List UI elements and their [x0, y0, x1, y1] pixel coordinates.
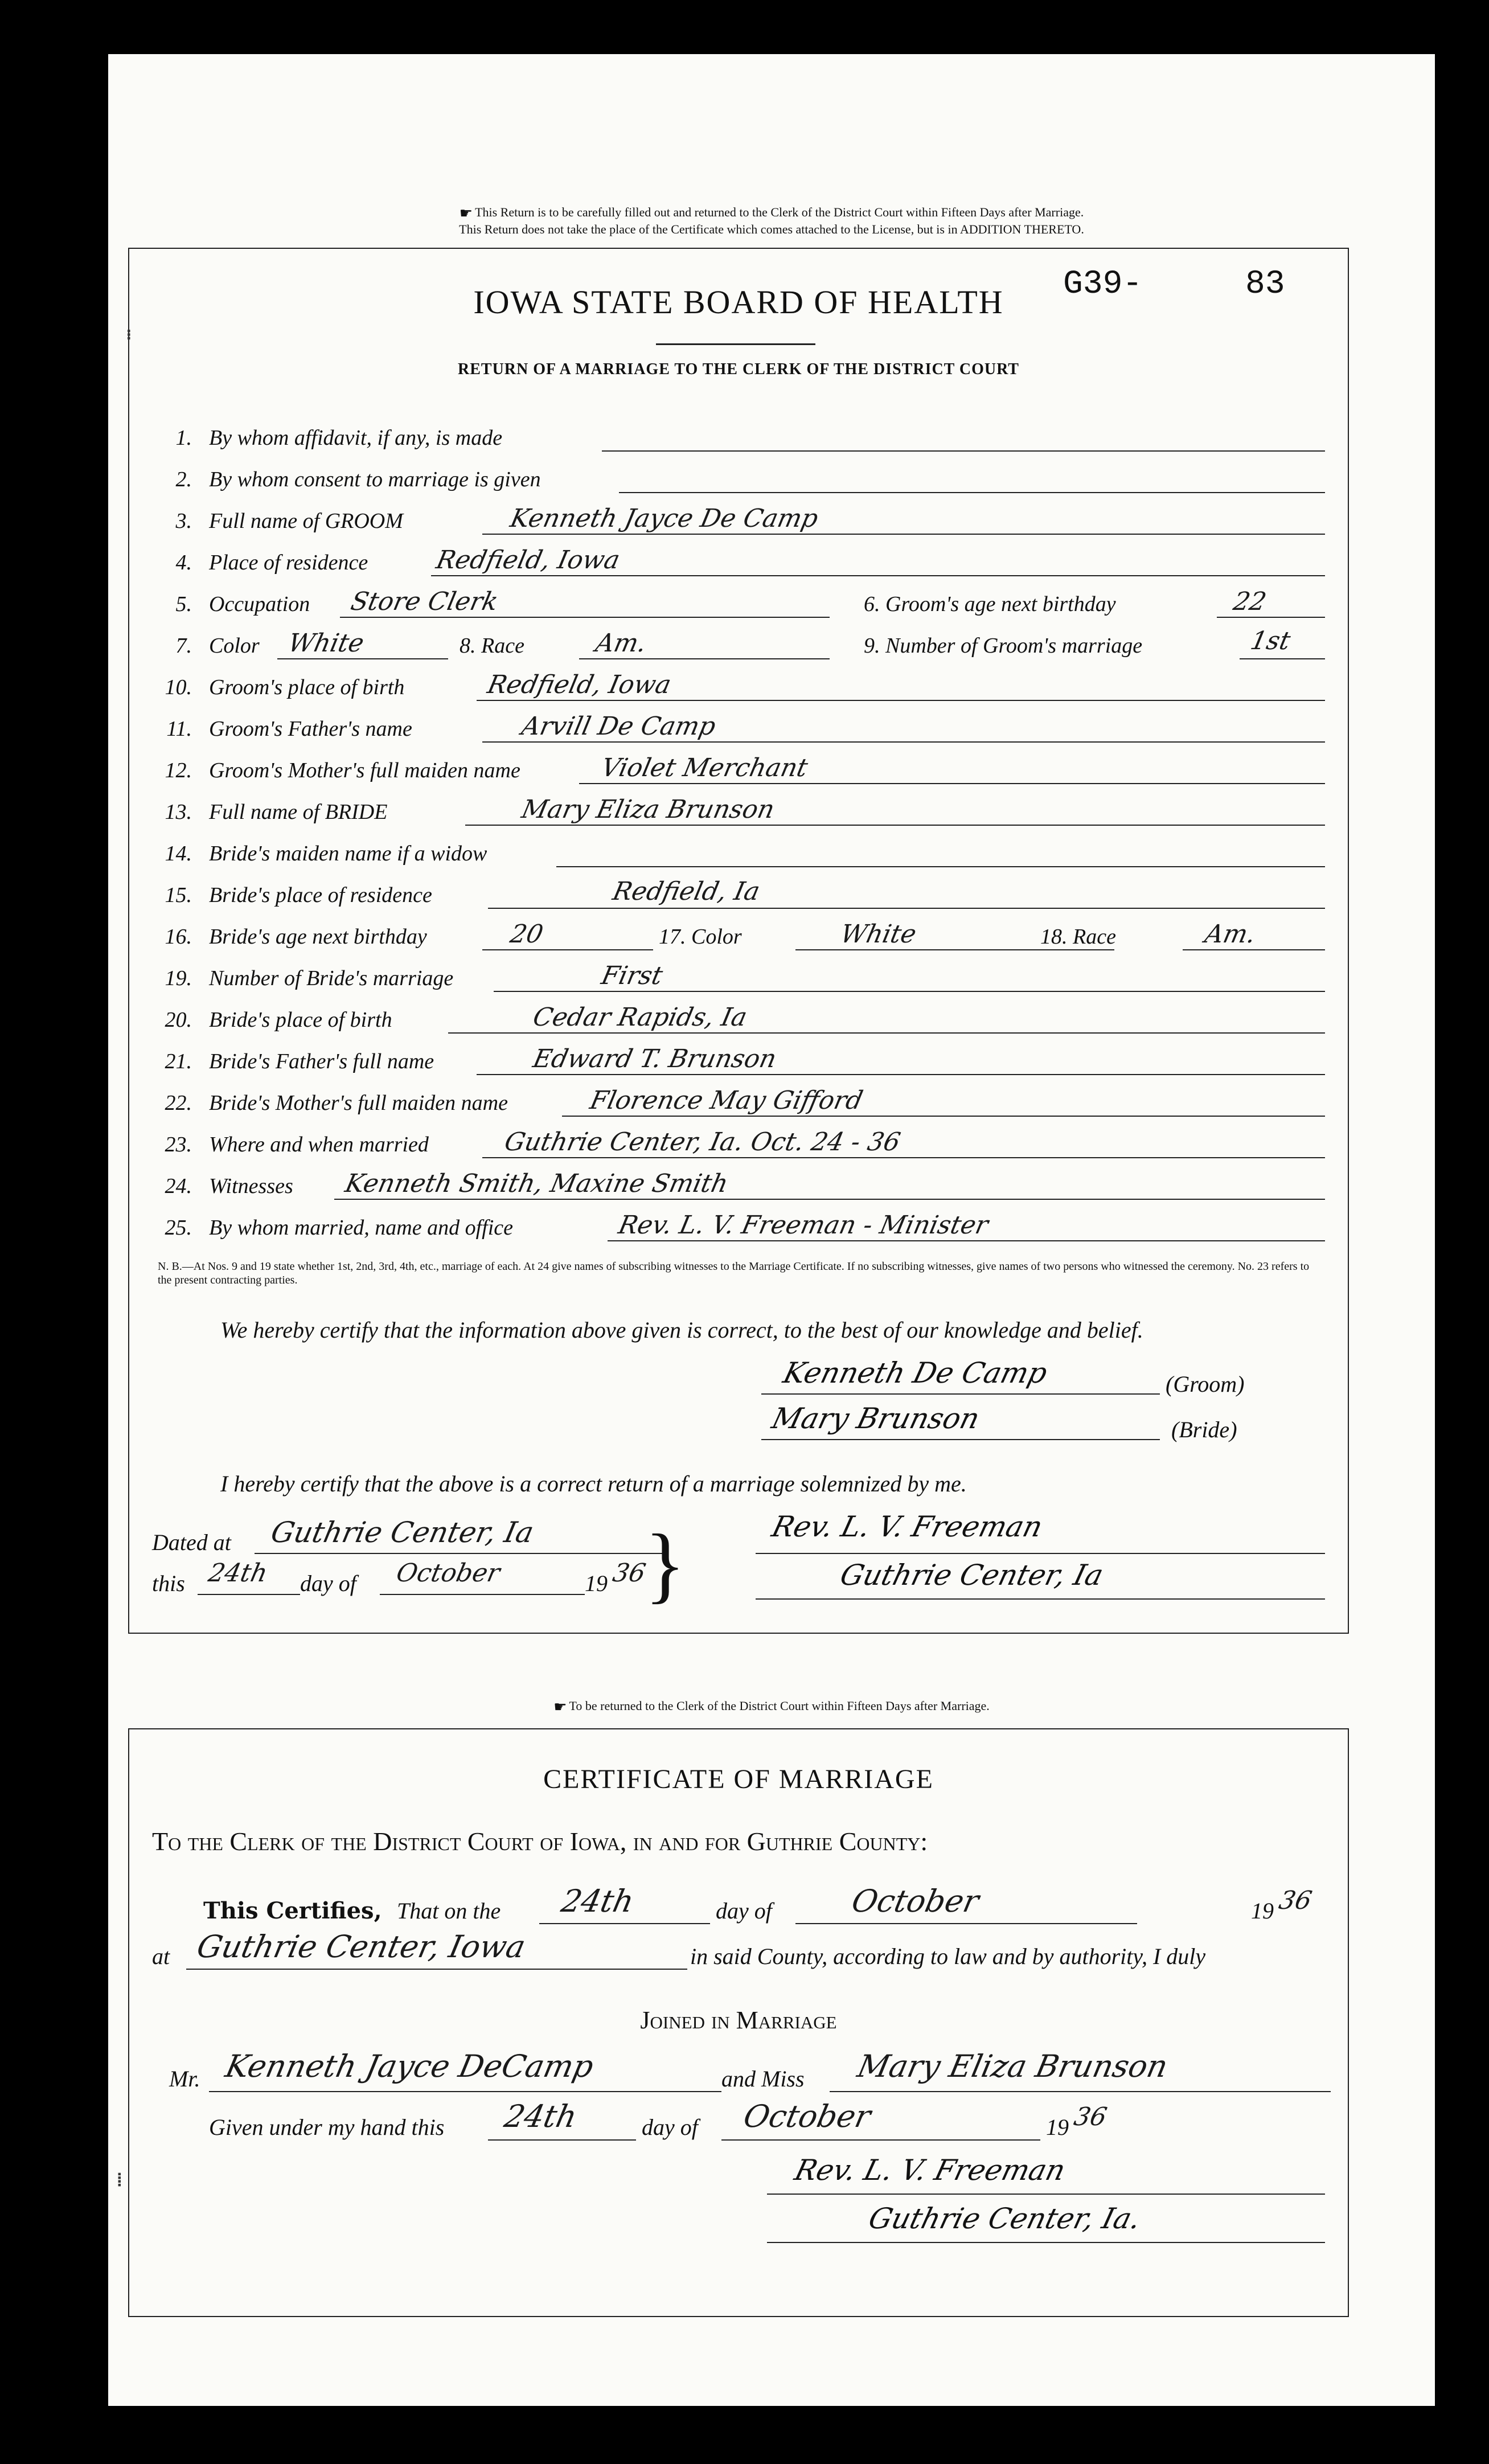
month-line [380, 1594, 585, 1595]
field-label: Where and when married [209, 1133, 429, 1157]
given-year-prefix: 19 [1046, 2114, 1069, 2140]
groom-age-value: 22 [1230, 587, 1269, 616]
field-line [482, 741, 1325, 743]
witnesses-value: Kenneth Smith, Maxine Smith [342, 1169, 731, 1198]
field-line [477, 700, 1325, 701]
dated-day-value: 24th [206, 1559, 270, 1588]
field-row-22 [158, 1086, 1336, 1125]
groom-father-value: Arvill De Camp [519, 712, 719, 741]
field-label: Groom's Father's name [209, 717, 412, 741]
certificate-title: CERTIFICATE OF MARRIAGE [543, 1764, 934, 1794]
bride-birthplace-value: Cedar Rapids, Ia [530, 1003, 750, 1032]
field-number: 23. [165, 1133, 192, 1157]
field-row-1 [158, 425, 1336, 460]
field-label: Full name of GROOM [209, 509, 403, 533]
cert-officiant-location-line [767, 2242, 1325, 2243]
given-month-line [721, 2139, 1040, 2141]
marriage-return-form [123, 248, 1349, 1634]
bride-full-name-value: Mary Eliza Brunson [519, 795, 777, 824]
cert-groom-name: Kenneth Jayce DeCamp [222, 2048, 597, 2084]
bride-marriage-number-value: First [598, 961, 666, 990]
certificate-addressee: To the Clerk of the District Court of Iowa, in and for Guthrie County: [152, 1827, 928, 1856]
field-line [334, 1199, 1325, 1200]
field-row-19 [158, 961, 1336, 1000]
field-number: 7. [175, 634, 192, 658]
dated-at-line [255, 1553, 664, 1554]
pointing-hand-icon: ☛ [553, 1698, 567, 1715]
field-line [465, 825, 1325, 826]
officiant-location-line [756, 1598, 1325, 1600]
field-number: 15. [165, 883, 192, 907]
field-line [1217, 617, 1325, 618]
bride-age-value: 20 [507, 920, 546, 949]
officiant-value: Rev. L. V. Freeman - Minister [616, 1211, 991, 1240]
field-line [494, 991, 1325, 992]
cert-place-value: Guthrie Center, Iowa [194, 1929, 529, 1965]
marriage-place-date-value: Guthrie Center, Ia. Oct. 24 - 36 [502, 1128, 903, 1157]
field-row-11 [158, 712, 1336, 751]
dated-month-value: October [393, 1559, 503, 1588]
bride-residence-value: Redfield, Ia [610, 877, 762, 906]
cert-year-value: 36 [1276, 1886, 1315, 1915]
field-number: 14. [165, 842, 192, 866]
officiant-signature: Rev. L. V. Freeman [768, 1510, 1046, 1543]
field-label: Bride's place of residence [209, 883, 432, 907]
field-row-23 [158, 1128, 1336, 1166]
header-note-2: This Return does not take the place of the Certificate which comes attached to the License, but is in ADDITION THERETO. [459, 222, 1084, 236]
field-label: Occupation [209, 592, 310, 616]
field-label: 9. Number of Groom's marriage [864, 634, 1143, 658]
field-row-20 [158, 1003, 1336, 1042]
groom-name-line [209, 2091, 721, 2092]
officiant-statement: I hereby certify that the above is a correct return of a marriage solemnized by me. [220, 1471, 967, 1497]
groom-signature: Kenneth De Camp [780, 1356, 1051, 1389]
given-under-hand-label: Given under my hand this [209, 2114, 445, 2140]
field-number: 2. [175, 468, 192, 491]
groom-color-value: White [285, 629, 367, 658]
field-number: 11. [166, 717, 192, 741]
field-number: 10. [165, 675, 192, 699]
field-number: 20. [165, 1008, 192, 1032]
cert-officiant-signature-line [767, 2194, 1325, 2195]
cert-day-of-label: day of [716, 1898, 772, 1924]
field-line [448, 1032, 1325, 1034]
field-number: 19. [165, 966, 192, 990]
bride-mother-value: Florence May Gifford [587, 1086, 865, 1115]
field-line [579, 658, 830, 659]
field-number: 13. [165, 800, 192, 824]
field-label: Place of residence [209, 551, 368, 575]
form-subtitle: RETURN OF A MARRIAGE TO THE CLERK OF THE DISTRICT COURT [458, 360, 1019, 378]
groom-residence-value: Redfield, Iowa [433, 546, 623, 575]
field-row-25 [158, 1211, 1336, 1249]
field-number: 16. [165, 925, 192, 949]
field-label: Bride's Father's full name [209, 1049, 434, 1073]
field-number: 4. [175, 551, 192, 575]
field-number: 3. [175, 509, 192, 533]
bride-name-line [830, 2091, 1331, 2092]
groom-full-name-value: Kenneth Jayce De Camp [507, 504, 821, 533]
field-label: By whom married, name and office [209, 1216, 514, 1240]
side-stamp-mark: ▪▪▪▪ [113, 2172, 125, 2187]
field-line [340, 617, 830, 618]
field-number: 5. [175, 592, 192, 616]
field-label: Color [209, 634, 260, 658]
bride-color-value: White [838, 920, 919, 949]
certify-statement: We hereby certify that the information above given is correct, to the best of our knowledge and belief. [220, 1317, 1143, 1343]
officiant-signature-line [756, 1553, 1325, 1554]
field-label: By whom affidavit, if any, is made [209, 426, 503, 450]
cert-year-prefix: 19 [1251, 1898, 1274, 1924]
field-line [482, 949, 653, 950]
certificate-of-marriage [113, 1728, 1349, 2317]
field-line [608, 1240, 1325, 1241]
field-row-15 [158, 877, 1336, 917]
field-line [562, 1116, 1325, 1117]
joined-in-marriage: Joined in Marriage [640, 2006, 837, 2034]
cert-month-value: October [848, 1883, 982, 1919]
form-code: G39- [1063, 266, 1143, 303]
given-day-value: 24th [501, 2098, 580, 2134]
nb-note: N. B.—At Nos. 9 and 19 state whether 1st, 2nd, 3rd, 4th, etc., marriage of each. At 24 give names of subscribing witnesses to the Marriage Certificate. If no subscribing witnesses, give names of two persons who witnessed the ceremony. No. 23 refers to the present contracting parties. [158, 1260, 1310, 1286]
date-bracket: } [645, 1517, 686, 1612]
certifies-label: This Certifies, [203, 1897, 382, 1924]
field-number: 22. [165, 1091, 192, 1115]
field-label: 18. Race [1040, 925, 1116, 949]
field-row-21 [158, 1044, 1336, 1083]
mr-label: Mr. [169, 2066, 200, 2092]
day-of-label: day of [300, 1571, 356, 1596]
groom-race-value: Am. [593, 629, 649, 658]
field-row-14 [158, 841, 1336, 875]
field-line [482, 1157, 1325, 1158]
field-label: Number of Bride's marriage [209, 966, 454, 990]
field-line [619, 492, 1325, 493]
form-title: IOWA STATE BOARD OF HEALTH [473, 284, 1004, 321]
field-row-16 [158, 920, 1336, 958]
field-row-4 [158, 546, 1336, 584]
this-label: this [152, 1571, 185, 1596]
field-row-12 [158, 753, 1336, 792]
field-line [277, 658, 448, 659]
field-label: Full name of BRIDE [209, 800, 388, 824]
field-row-10 [158, 670, 1336, 709]
field-number: 25. [165, 1216, 192, 1240]
groom-mother-value: Violet Merchant [598, 753, 811, 782]
field-line [1240, 658, 1325, 659]
cert-day-line [539, 1923, 710, 1924]
officiant-location: Guthrie Center, Ia [836, 1559, 1107, 1592]
field-label: 6. Groom's age next birthday [864, 592, 1116, 616]
groom-marriage-number-value: 1st [1248, 626, 1293, 655]
field-line [477, 1074, 1325, 1075]
cert-day-value: 24th [558, 1883, 637, 1919]
field-label: Witnesses [209, 1174, 293, 1198]
bride-father-value: Edward T. Brunson [530, 1044, 780, 1073]
form-serial: 83 [1245, 266, 1285, 303]
field-line [579, 783, 1325, 784]
bride-signature: Mary Brunson [768, 1402, 983, 1435]
field-row-13 [158, 795, 1336, 834]
field-label: Bride's age next birthday [209, 925, 427, 949]
field-line [482, 534, 1325, 535]
groom-birthplace-value: Redfield, Iowa [485, 670, 674, 699]
cert-bride-name: Mary Eliza Brunson [854, 2048, 1171, 2084]
field-line [795, 949, 1114, 950]
middle-note: ☛ To be returned to the Clerk of the District Court within Fifteen Days after Marriage. [553, 1698, 990, 1715]
field-number: 21. [165, 1049, 192, 1073]
day-line [198, 1594, 300, 1595]
field-line [602, 450, 1325, 452]
dated-at-value: Guthrie Center, Ia [268, 1516, 537, 1549]
dated-at-label: Dated at [152, 1530, 231, 1555]
bride-signature-line [761, 1439, 1160, 1440]
field-line [1183, 949, 1325, 950]
bride-race-value: Am. [1202, 920, 1258, 949]
field-row-5 [158, 587, 1336, 626]
header-note-1: ☛ This Return is to be carefully filled out and returned to the Clerk of the District Court within Fifteen Days after Marriage. [459, 204, 1084, 222]
field-number: 1. [175, 426, 192, 450]
year-prefix: 19 [585, 1571, 608, 1596]
and-miss-label: and Miss [721, 2066, 805, 2092]
field-number: 12. [165, 759, 192, 782]
given-month-value: October [740, 2098, 874, 2134]
given-year-value: 36 [1071, 2102, 1110, 2131]
field-row-7 [158, 626, 1336, 667]
cert-officiant-signature: Rev. L. V. Freeman [791, 2154, 1069, 2187]
given-day-of-label: day of [642, 2114, 698, 2140]
field-number: 24. [165, 1174, 192, 1198]
field-label: Bride's maiden name if a widow [209, 842, 487, 866]
field-line [431, 575, 1325, 576]
groom-label: (Groom) [1166, 1371, 1245, 1397]
cert-month-line [795, 1923, 1137, 1924]
field-row-24 [158, 1169, 1336, 1208]
document-page [108, 54, 1435, 2406]
dated-year-value: 36 [610, 1559, 649, 1588]
field-label: By whom consent to marriage is given [209, 468, 541, 491]
cert-officiant-location: Guthrie Center, Ia. [865, 2202, 1145, 2235]
title-rule [656, 343, 815, 345]
bride-label: (Bride) [1171, 1417, 1237, 1442]
field-label: Bride's place of birth [209, 1008, 392, 1032]
field-line [556, 866, 1325, 867]
field-label: 8. Race [460, 634, 524, 658]
at-label: at [152, 1944, 170, 1969]
side-stamp-mark: ▪▪▪ [123, 329, 135, 341]
given-day-line [488, 2139, 636, 2141]
field-row-2 [158, 467, 1336, 501]
pointing-hand-icon: ☛ [459, 204, 473, 222]
that-on-label: That on the [397, 1898, 501, 1924]
county-text: in said County, according to law and by authority, I duly [690, 1944, 1206, 1969]
field-line [488, 908, 1325, 909]
field-row-3 [158, 504, 1336, 543]
cert-place-line [186, 1969, 687, 1970]
groom-signature-line [761, 1393, 1160, 1395]
groom-occupation-value: Store Clerk [348, 587, 501, 616]
field-label: Groom's Mother's full maiden name [209, 759, 520, 782]
field-label: Groom's place of birth [209, 675, 405, 699]
field-label: 17. Color [659, 925, 742, 949]
field-label: Bride's Mother's full maiden name [209, 1091, 508, 1115]
